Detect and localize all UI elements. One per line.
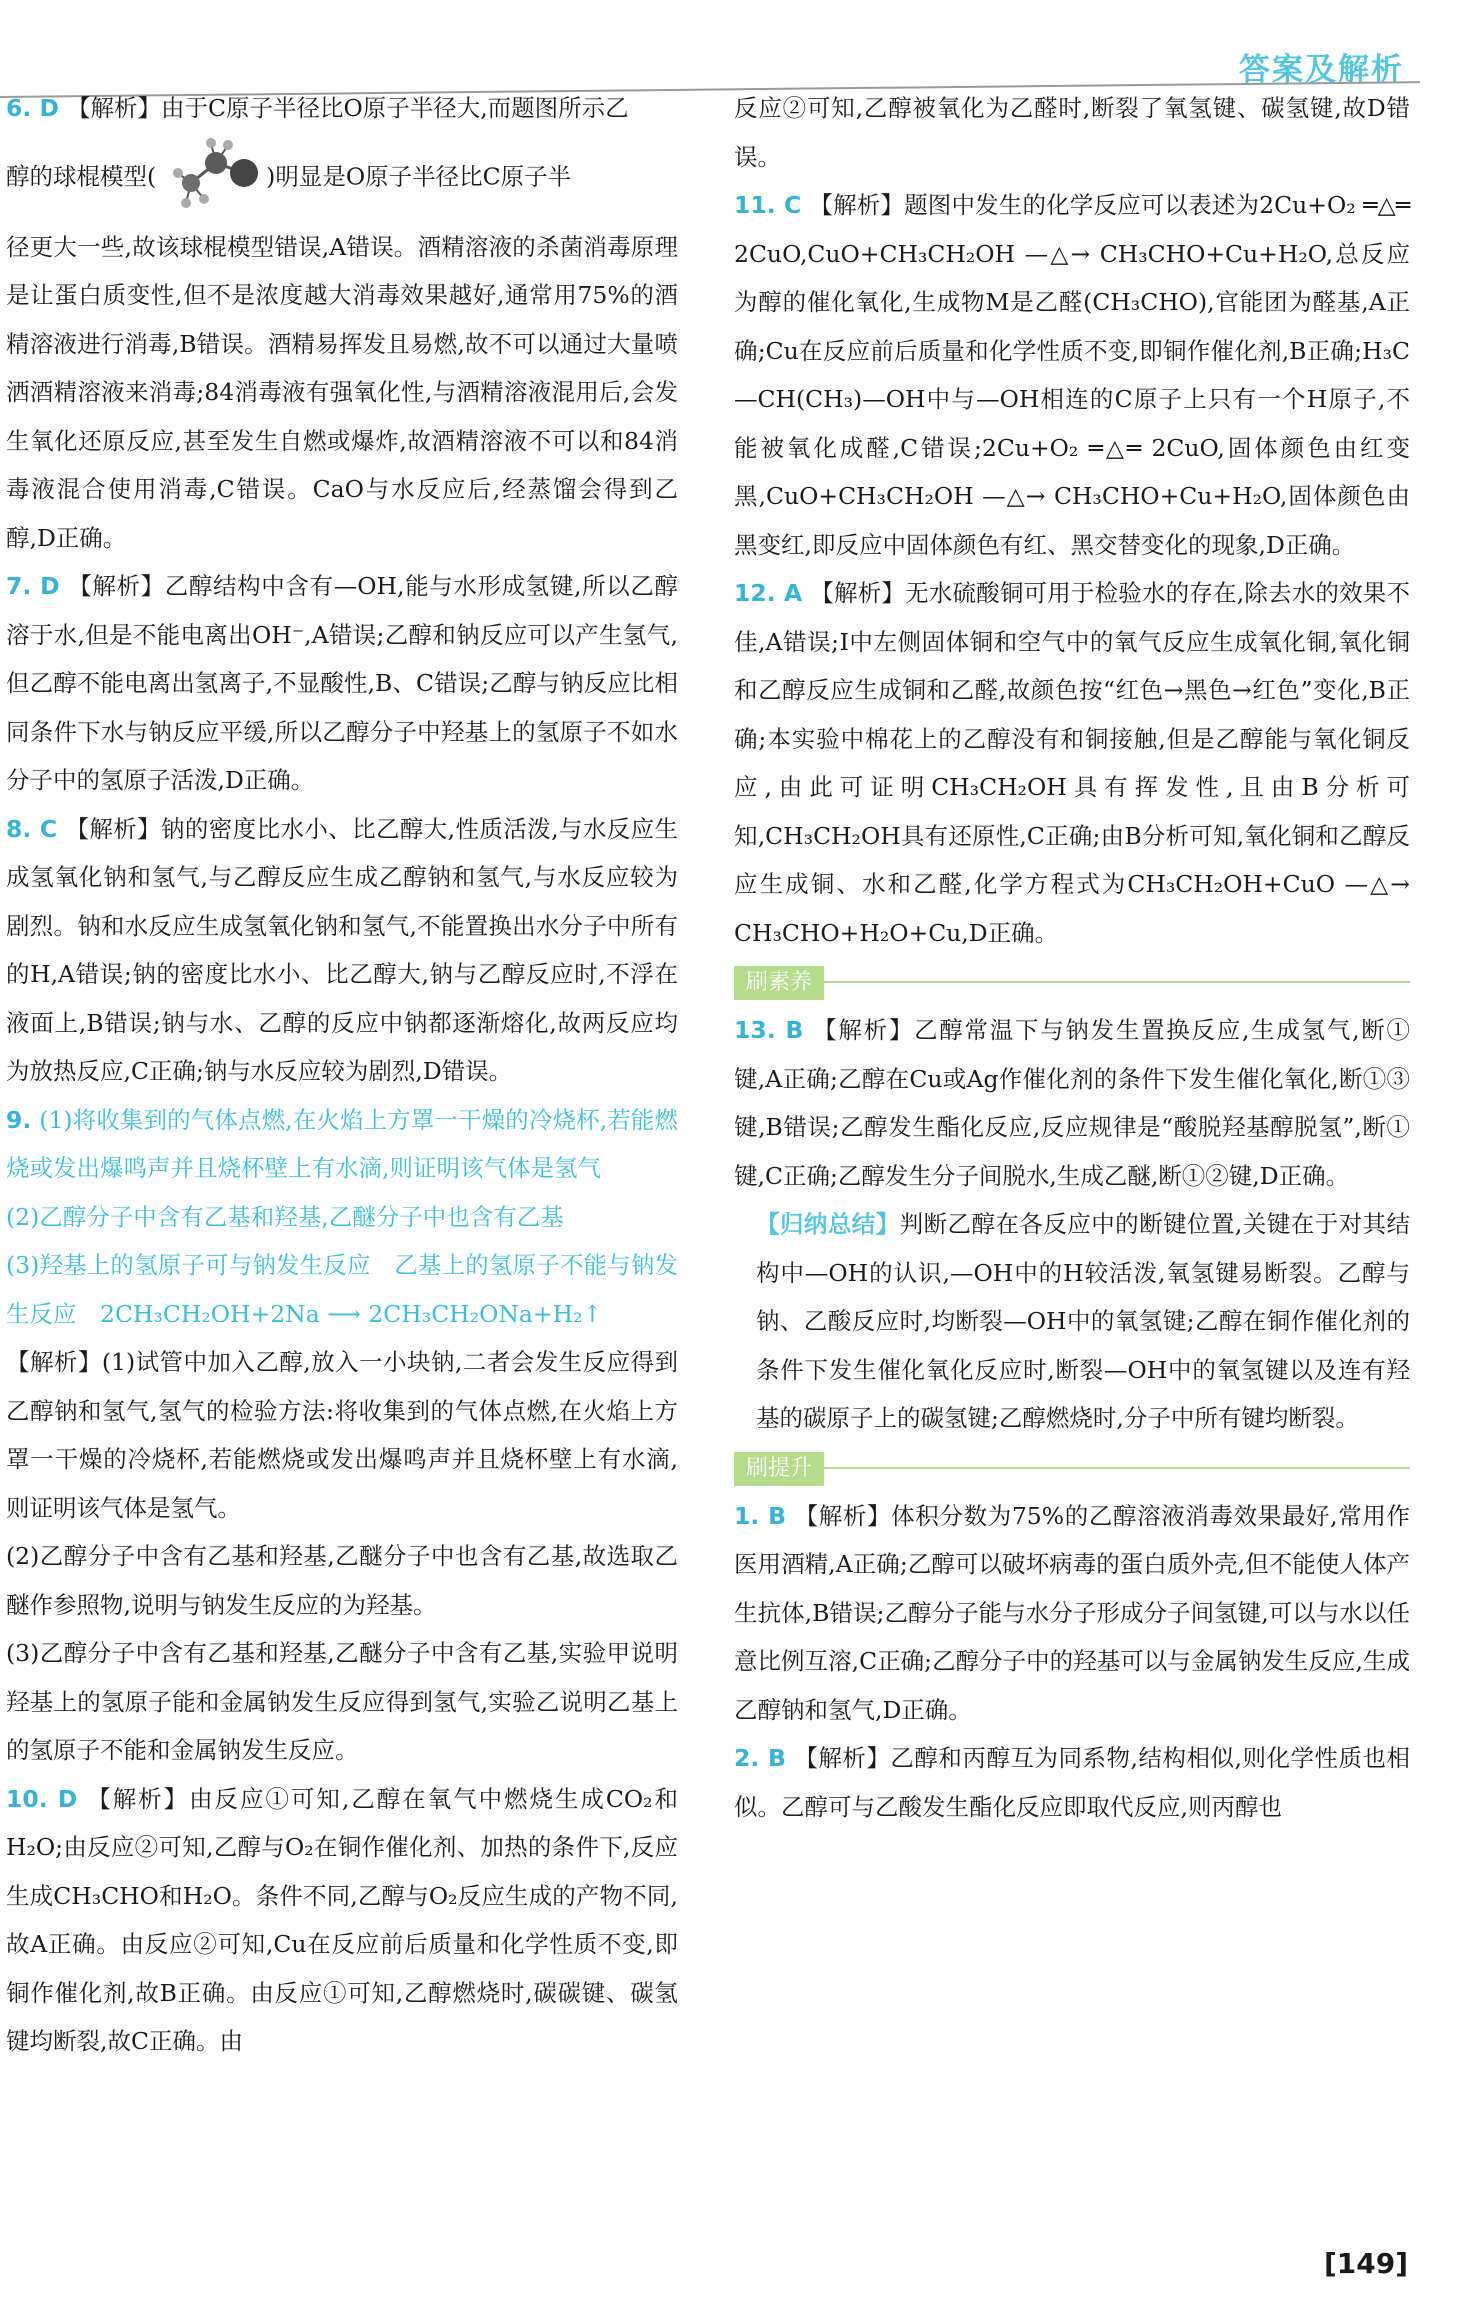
q10-text: 【解析】由反应①可知,乙醇在氧气中燃烧生成CO₂和H₂O;由反应②可知,乙醇与O₂在铜作催化剂、加热的条件下,反应生成CH₃CHO和H₂O。条件不同,乙醇与O₂反应生成的产物不同,故A正确。由反应②可知,Cu在反应前后质量和化学性质不变,即铜作催化剂,故B正确。由反应①可知,乙醇燃烧时,碳碳键、碳氢键均断裂,故C正确。由 xyxy=(6,1784,678,2055)
q9-e3: (3)乙醇分子中含有乙基和羟基,乙醚分子中含有乙基,实验甲说明羟基上的氢原子能和金属钠发生反应得到氢气,实验乙说明乙基上的氢原子不能和金属钠发生反应。 xyxy=(6,1639,678,1764)
q11-text: 【解析】题图中发生的化学反应可以表述为2Cu+O₂ ═△═ 2CuO,CuO+CH₃CH₂OH —△→ CH₃CHO+Cu+H₂O,总反应为醇的催化氧化,生成物M是乙醛(CH₃CHO),官能团为醛基,A正确;Cu在反应前后质量和化学性质不变,即铜作催化剂,B正确;H₃C—CH(CH₃)—OH中与—OH相连的C原子上只有一个H原子,不能被氧化成醛,C错误;2Cu+O₂ ═△═ 2CuO,固体颜色由红变黑,CuO+CH₃CH₂OH —△→ CH₃CHO+Cu+H₂O,固体颜色由黑变红,即反应中固体颜色有红、黑交替变化的现象,D正确。 xyxy=(734,191,1410,559)
q9-number: 9. xyxy=(6,1105,32,1134)
q8-number: 8. C xyxy=(6,814,58,843)
q7-text: 【解析】乙醇结构中含有—OH,能与水形成氢键,所以乙醇溶于水,但是不能电离出OH⁻,A错误;乙醇和钠反应可以产生氢气,但乙醇不能电离出氢离子,不显酸性,B、C错误;乙醇与钠反应比相同条件下水与钠反应平缓,所以乙醇分子中羟基上的氢原子不如水分子中的氢原子活泼,D正确。 xyxy=(6,572,679,794)
left-column xyxy=(6,84,678,2066)
q11-number: 11. C xyxy=(734,191,802,219)
ball-stick-model-icon xyxy=(156,133,266,223)
q9-e1: 【解析】(1)试管中加入乙醇,放入一小块钠,二者会发生反应得到乙醇钠和氢气,氢气的检验方法:将收集到的气体点燃,在火焰上方罩一干燥的冷烧杯,若能燃烧或发出爆鸣声并且烧杯壁上有水滴,则证明该气体是氢气。 xyxy=(6,1348,678,1522)
q13 xyxy=(734,1006,1410,1200)
q10-continued: 反应②可知,乙醇被氧化为乙醛时,断裂了氧氢键、碳氢键,故D错误。 xyxy=(734,94,1410,171)
q9-a2: (2)乙醇分子中含有乙基和羟基,乙醚分子中也含有乙基 xyxy=(6,1202,564,1231)
q6-line2b: )明显是O原子半径比C原子半 xyxy=(266,162,572,190)
q12-text: 【解析】无水硫酸铜可用于检验水的存在,除去水的效果不佳,A错误;Ⅰ中左侧固体铜和空气中的氧气反应生成氧化铜,氧化铜和乙醇反应生成铜和乙醛,故颜色按“红色→黑色→红色”变化,B正确;本实验中棉花上的乙醇没有和铜接触,但是乙醇能与氧化铜反应,由此可证明CH₃CH₂OH具有挥发性,且由B分析可知,CH₃CH₂OH具有还原性,C正确;由B分析可知,氧化铜和乙醇反应生成铜、水和乙醛,化学方程式为CH₃CH₂OH+CuO —△→ CH₃CHO+H₂O+Cu,D正确。 xyxy=(734,579,1410,947)
summary-tag: 【归纳总结】 xyxy=(756,1210,900,1238)
p2-number: 2. B xyxy=(734,1744,786,1772)
p2-text: 【解析】乙醇和丙醇互为同系物,结构相似,则化学性质也相似。乙醇可与乙酸发生酯化反应即取代反应,则丙醇也 xyxy=(734,1744,1410,1821)
q13-number: 13. B xyxy=(734,1016,804,1044)
right-column xyxy=(734,84,1410,1831)
p1 xyxy=(734,1492,1410,1735)
page-number-value: 149 xyxy=(1336,2247,1396,2280)
q7 xyxy=(6,562,678,805)
q6-line2a: 醇的球棍模型( xyxy=(6,162,157,190)
q9-a1: (1)将收集到的气体点燃,在火焰上方罩一干燥的冷烧杯,若能燃烧或发出爆鸣声并且烧杯壁上有水滴,则证明该气体是氢气 xyxy=(6,1105,678,1182)
q9-e2: (2)乙醇分子中含有乙基和羟基,乙醚分子中也含有乙基,故选取乙醚作参照物,说明与钠发生反应的为羟基。 xyxy=(6,1542,678,1619)
q6-rest: 径更大一些,故该球棍模型错误,A错误。酒精溶液的杀菌消毒原理是让蛋白质变性,但不是浓度越大消毒效果越好,通常用75%的酒精溶液进行消毒,B错误。酒精易挥发且易燃,故不可以通过大量喷洒酒精溶液来消毒;84消毒液有强氧化性,与酒精溶液混用后,会发生氧化还原反应,甚至发生自燃或爆炸,故酒精溶液不可以和84消毒液混合使用消毒,C错误。CaO与水反应后,经蒸馏会得到乙醇,D正确。 xyxy=(6,232,678,552)
summary-text: 判断乙醇在各反应中的断键位置,关键在于对其结构中—OH的认识,—OH中的H较活泼,氧氢键易断裂。乙醇与钠、乙酸反应时,均断裂—OH中的氧氢键;乙醇在铜作催化剂的条件下发生催化氧化反应时,断裂—OH中的氧氢键以及连有羟基的碳原子上的碳氢键;乙醇燃烧时,分子中所有键均断裂。 xyxy=(756,1210,1410,1432)
q12-number: 12. A xyxy=(734,579,803,607)
p2 xyxy=(734,1734,1410,1831)
page-number: [149] xyxy=(1323,2247,1408,2280)
q9-answer-1 xyxy=(6,1096,678,1193)
q6-line2 xyxy=(6,133,678,223)
q12 xyxy=(734,569,1410,957)
q6-line1-text: 【解析】由于C原子半径比O原子半径大,而题图所示乙 xyxy=(66,94,629,122)
q6-line1 xyxy=(6,84,678,133)
q10-number: 10. D xyxy=(6,1784,78,1813)
q7-number: 7. D xyxy=(6,572,60,600)
q11 xyxy=(734,181,1410,569)
header-title: 答案及解析 xyxy=(1239,52,1404,88)
summary xyxy=(734,1200,1410,1443)
q9-a3: (3)羟基上的氢原子可与钠发生反应 乙基上的氢原子不能与钠发生反应 2CH₃CH₂OH+2Na ⟶ 2CH₃CH₂ONa+H₂↑ xyxy=(6,1251,678,1328)
q13-text: 【解析】乙醇常温下与钠发生置换反应,生成氢气,断①键,A正确;乙醇在Cu或Ag作催化剂的条件下发生催化氧化,断①③键,B错误;乙醇发生酯化反应,反应规律是“酸脱羟基醇脱氢”,断①键,C正确;乙醇发生分子间脱水,生成乙醚,断①②键,D正确。 xyxy=(734,1016,1410,1190)
p1-number: 1. B xyxy=(734,1501,787,1530)
q10 xyxy=(6,1775,678,2066)
section-tisheng xyxy=(734,1443,1410,1492)
section-suyang-badge: 刷素养 xyxy=(734,966,824,1000)
p1-text: 【解析】体积分数为75%的乙醇溶液消毒效果最好,常用作医用酒精,A正确;乙醇可以破坏病毒的蛋白质外壳,但不能使人体产生抗体,B错误;乙醇分子能与水分子形成分子间氢键,可以与水以任意比例互溶,C正确;乙醇分子中的羟基可以与金属钠发生反应,生成乙醇钠和氢气,D正确。 xyxy=(734,1501,1411,1724)
section-tisheng-badge: 刷提升 xyxy=(734,1452,824,1486)
section-suyang xyxy=(734,957,1410,1006)
q8-text: 【解析】钠的密度比水小、比乙醇大,性质活泼,与水反应生成氢氧化钠和氢气,与乙醇反应生成乙醇钠和氢气,与水反应较为剧烈。钠和水反应生成氢氧化钠和氢气,不能置换出水分子中所有的H,A错误;钠的密度比水小、比乙醇大,钠与乙醇反应时,不浮在液面上,B错误;钠与水、乙醇的反应中钠都逐渐熔化,故两反应均为放热反应,C正确;钠与水反应较为剧烈,D错误。 xyxy=(6,814,678,1085)
q8 xyxy=(6,805,678,1096)
q6-number: 6. D xyxy=(6,94,59,122)
